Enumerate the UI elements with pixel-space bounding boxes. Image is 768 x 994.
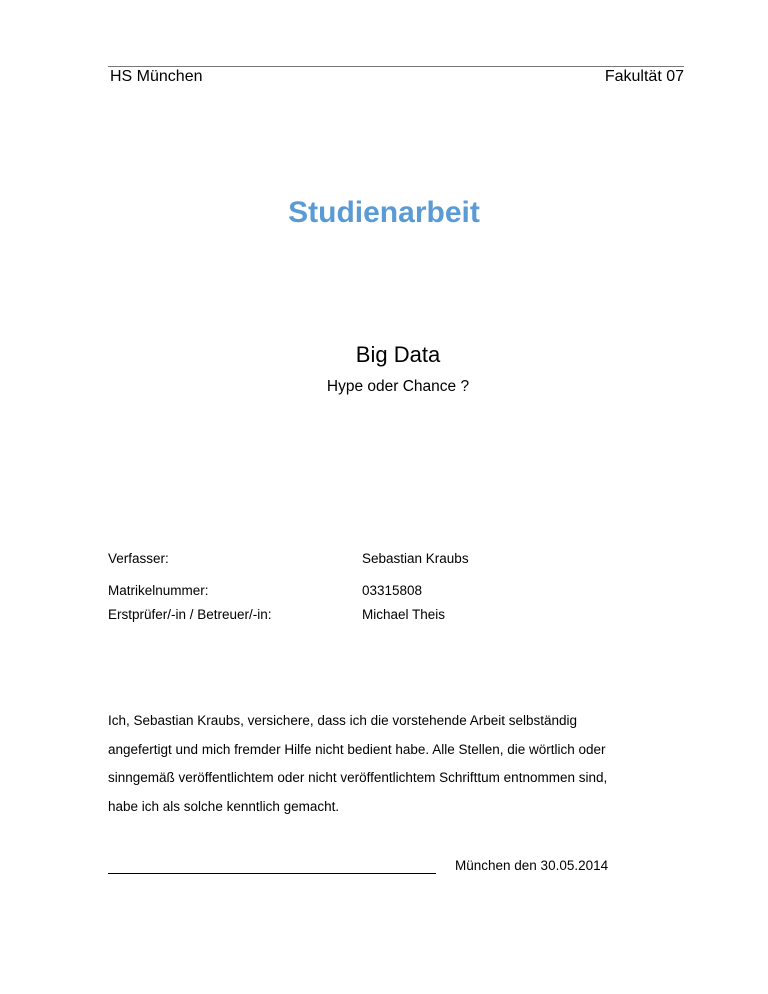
info-value: 03315808: [362, 583, 423, 598]
info-label: Matrikelnummer:: [108, 583, 209, 598]
info-row-author: [108, 548, 668, 570]
document-subtitle: Hype oder Chance ?: [326, 378, 470, 395]
page-header: [108, 66, 684, 85]
info-row-examiner: [108, 604, 668, 626]
declaration-line: angefertigt und mich fremder Hilfe nicht bedient habe. Alle Stellen, die wörtlich oder: [108, 741, 606, 757]
declaration-line: Ich, Sebastian Kraubs, versichere, dass ich die vorstehende Arbeit selbständig: [108, 713, 578, 728]
info-value: Michael Theis: [362, 607, 446, 622]
info-row-matriculation: [108, 580, 668, 602]
header-institution: HS München: [110, 68, 203, 85]
info-label: Erstprüfer/-in / Betreuer/-in:: [108, 607, 272, 622]
info-label: Verfasser:: [108, 551, 169, 566]
declaration-line: habe ich als solche kenntlich gemacht.: [108, 798, 340, 814]
declaration-line: sinngemäß veröffentlichtem oder nicht veröffentlichtem Schrifttum entnommen sind,: [108, 770, 608, 785]
declaration-text: [108, 707, 688, 821]
header-faculty: Fakultät 07: [604, 68, 684, 85]
signature-place-date: München den 30.05.2014: [455, 858, 609, 873]
document-type-heading: Studienarbeit: [288, 196, 480, 229]
info-value: Sebastian Kraubs: [362, 551, 469, 566]
signature-line: [108, 873, 436, 874]
document-title: Big Data: [355, 342, 441, 367]
